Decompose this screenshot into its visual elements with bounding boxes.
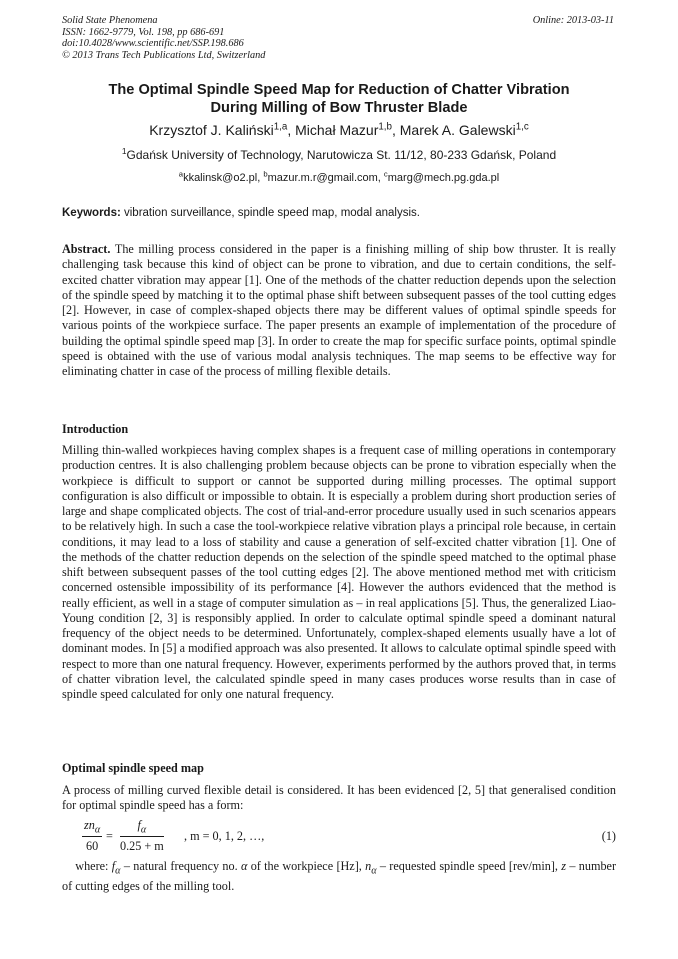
eq-lhs-sub: α xyxy=(94,824,101,836)
keywords-text: vibration surveillance, spindle speed map, modal analysis. xyxy=(120,207,420,219)
equation-rhs-fraction xyxy=(120,818,164,854)
affiliation-mark: 1 xyxy=(121,146,127,156)
abstract-label: Abstract. xyxy=(62,242,111,256)
email-address[interactable]: mazur.m.r@gmail.com, xyxy=(267,172,384,184)
eq-rhs-den: 0.25 + m xyxy=(120,839,164,854)
journal-copyright: © 2013 Trans Tech Publications Ltd, Switzerland xyxy=(62,49,266,61)
paper-title xyxy=(62,82,616,117)
email-mark: c xyxy=(383,169,388,179)
author-emails xyxy=(62,171,616,185)
section-heading-introduction: Introduction xyxy=(62,422,129,436)
journal-doi: doi:10.4028/www.scientific.net/SSP.198.686 xyxy=(62,38,244,49)
title-line-2: During Milling of Bow Thruster Blade xyxy=(210,99,468,116)
eq-lhs-den: 60 xyxy=(86,839,99,854)
email-address[interactable]: kkalinsk@o2.pl, xyxy=(183,172,264,184)
equation-legend: where: $f_\alpha$ – natural frequency no. α of the workpiece [Hz], $n_\alpha$ – requested spindle speed [rev/min], z – number of cutting edges of the milling tool. xyxy=(62,859,617,893)
eq-lhs-num: zn xyxy=(84,818,95,832)
author-name: Marek A. Galewski xyxy=(399,122,516,138)
eq-rhs-sub: α xyxy=(140,824,147,836)
journal-name: Solid State Phenomena xyxy=(62,15,158,26)
author-list xyxy=(62,121,616,139)
email-address[interactable]: marg@mech.pg.gda.pl xyxy=(387,172,500,184)
equation-lhs-fraction xyxy=(82,818,102,854)
affiliation xyxy=(62,148,616,162)
journal-header xyxy=(62,15,265,61)
online-date: Online: 2013-03-11 xyxy=(532,15,614,26)
email-mark: a xyxy=(178,169,184,179)
author-name: Michał Mazur xyxy=(295,122,379,138)
equation-1 xyxy=(62,818,616,860)
author-separator: , xyxy=(391,122,400,138)
keywords xyxy=(62,206,616,220)
author-affil-mark: 1,c xyxy=(515,121,529,133)
affiliation-text: Gdańsk University of Technology, Narutowicza St. 11/12, 80-233 Gdańsk, Poland xyxy=(126,148,557,162)
spindle-map-paragraph: A process of milling curved flexible detail is considered. It has been evidenced [2, 5] that generalised condition for optimal spindle speed has a form: xyxy=(62,783,616,813)
eq-rhs-num: f xyxy=(137,818,141,832)
author-affil-mark: 1,b xyxy=(378,121,392,133)
abstract-text: The milling process considered in the paper is a finishing milling of ship bow thruster. It is really challenging task because this kind of object can be prone to vibration, and due to certain conditions, the self-excited chatter vibration may appear [1]. One of the methods of the chatter reduction depends upon the selection of the spindle speed by matching it to the optimal phase shift between subsequent passes of the tool cutting edges [2]. However, in case of complex-shaped objects there may be different values of optimal spindle speeds for various points of the workpiece surface. The paper presents an example of implementation of the procedure of building the optimal spindle speed map [3]. In order to create the map for specific surface points, optimal spindle speed is obtained with the use of various modal analysis techniques. The map seems to be effective way for eliminating chatter in case of the process of milling flexible details. xyxy=(62,242,616,378)
eq-range: , m = 0, 1, 2, …, xyxy=(184,829,265,843)
equation-number: (1) xyxy=(601,829,616,843)
title-line-1: The Optimal Spindle Speed Map for Reduction of Chatter Vibration xyxy=(108,82,570,98)
abstract xyxy=(62,242,616,379)
author-name: Krzysztof J. Kaliński xyxy=(149,122,274,138)
section-heading-spindle-map: Optimal spindle speed map xyxy=(62,761,204,775)
author-separator: , xyxy=(287,122,296,138)
introduction-paragraph: Milling thin-walled workpieces having complex shapes is a frequent case of milling operations in contemporary production centres. It is also challenging problem because objects can be prone to vibration especially when the workpiece is difficult to support or cannot be supported during milling processes. The optimal support configuration is also difficult or impossible to obtain. It is especially a problem during short production series of large and shape complicated objects. The cost of trial-and-error procedure usually used in such scenarios appears to be relatively high. In such a case the tool-workpiece relative vibration plays a principal role because, in certain conditions, it may lead to a loss of stability and cause a generation of self-excited chatter vibration [1]. One of the methods of the chatter reduction depends on the selection of the spindle speed matched to the optimal phase shift between subsequent passes of the tool cutting edges [2]. The above mentioned method met with criticism concerned ostensible impossibility of its performance [4]. However the authors evidenced that the method is really efficient, as well in a stage of computer simulation as – in real applications [5]. Thus, the generalized Liao-Young condition [2, 3] is responsibly applied. In order to calculate optimal spindle speed a dominant natural frequency of the object needs to be determined. Unfortunately, complex-shaped elements usually have a lot of dominant modes. In [5] a modified approach was also presented. It allows to calculate optimal spindle speed with respect to more than one natural frequency. However, experiments performed by the authors proved that, in terms of chatter vibration level, the calculated spindle speed in many cases produces worse results than in case of spindle speed calculated for only one natural frequency. xyxy=(62,443,616,701)
author-affil-mark: 1,a xyxy=(273,121,288,133)
journal-issn: ISSN: 1662-9779, Vol. 198, pp 686-691 xyxy=(62,26,225,38)
eq-equals: = xyxy=(106,829,113,843)
email-mark: b xyxy=(263,169,268,179)
keywords-label: Keywords: xyxy=(62,207,121,219)
